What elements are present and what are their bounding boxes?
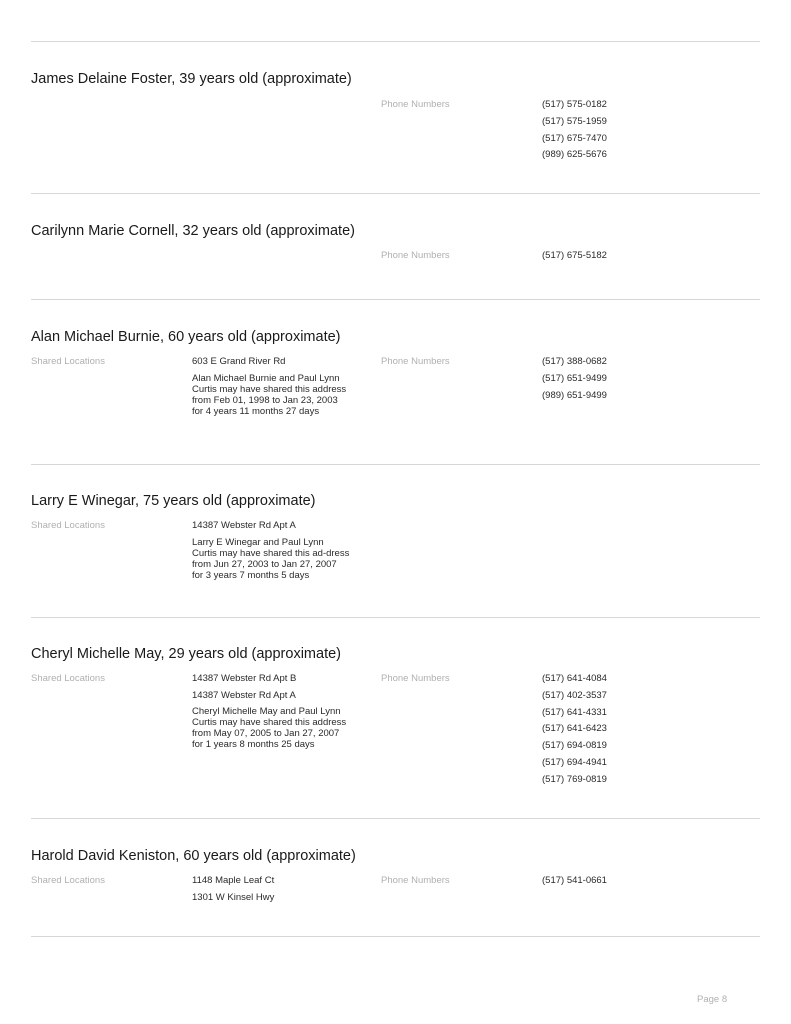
phone-number: (517) 651-9499 — [542, 372, 607, 384]
shared-address: 14387 Webster Rd Apt A — [192, 689, 296, 701]
phone-number: (989) 651-9499 — [542, 389, 607, 401]
phone-numbers-label: Phone Numbers — [381, 875, 450, 886]
phone-numbers-label: Phone Numbers — [381, 673, 450, 684]
divider — [31, 464, 760, 465]
location-list — [192, 875, 357, 908]
divider — [31, 299, 760, 300]
phone-list — [542, 875, 607, 892]
phone-number: (517) 402-3537 — [542, 689, 607, 701]
person-name: Cheryl Michelle May, 29 years old (approximate) — [31, 646, 341, 662]
phone-list — [542, 356, 607, 406]
divider — [31, 617, 760, 618]
location-list — [192, 673, 357, 750]
phone-number: (517) 575-1959 — [542, 115, 607, 127]
person-name: Carilynn Marie Cornell, 32 years old (approximate) — [31, 223, 355, 239]
divider — [31, 193, 760, 194]
person-name: Alan Michael Burnie, 60 years old (approximate) — [31, 329, 341, 345]
shared-address: 603 E Grand River Rd — [192, 356, 286, 367]
shared-locations-label: Shared Locations — [31, 520, 105, 531]
shared-address-note: Larry E Winegar and Paul Lynn Curtis may have shared this ad-dress from Jun 27, 2003 to Jan 27, 2007 for 3 years 7 months 5 days — [192, 536, 350, 581]
phone-number: (517) 575-0182 — [542, 99, 607, 110]
shared-address-note: Alan Michael Burnie and Paul Lynn Curtis may have shared this address from Feb 01, 1998 to Jan 23, 2003 for 4 years 11 months 27 days — [192, 372, 347, 417]
phone-list — [542, 250, 607, 267]
page-number: Page 8 — [697, 994, 728, 1005]
phone-number: (989) 625-5676 — [542, 149, 607, 161]
person-name: Larry E Winegar, 75 years old (approximate) — [31, 493, 316, 509]
shared-locations-label: Shared Locations — [31, 673, 105, 684]
phone-number: (517) 388-0682 — [542, 356, 607, 367]
shared-locations-label: Shared Locations — [31, 875, 105, 886]
shared-address: 1301 W Kinsel Hwy — [192, 891, 275, 903]
phone-number: (517) 675-7470 — [542, 132, 607, 144]
phone-list — [542, 673, 607, 791]
divider — [31, 818, 760, 819]
shared-locations-label: Shared Locations — [31, 356, 105, 367]
location-list — [192, 520, 357, 581]
shared-address: 14387 Webster Rd Apt A — [192, 520, 296, 531]
phone-number: (517) 641-4331 — [542, 706, 607, 718]
phone-number: (517) 694-0819 — [542, 740, 607, 752]
phone-list — [542, 99, 607, 166]
shared-address-note: Cheryl Michelle May and Paul Lynn Curtis may have shared this address from May 07, 2005 to Jan 27, 2007 for 1 years 8 months 25 days — [192, 706, 347, 750]
person-name: Harold David Keniston, 60 years old (approximate) — [31, 848, 356, 864]
divider — [31, 41, 760, 42]
shared-address: 1148 Maple Leaf Ct — [192, 875, 275, 886]
phone-number: (517) 541-0661 — [542, 875, 607, 886]
phone-numbers-label: Phone Numbers — [381, 99, 450, 110]
phone-numbers-label: Phone Numbers — [381, 356, 450, 367]
phone-number: (517) 675-5182 — [542, 250, 607, 261]
shared-address: 14387 Webster Rd Apt B — [192, 673, 297, 684]
phone-number: (517) 694-4941 — [542, 756, 607, 768]
phone-numbers-label: Phone Numbers — [381, 250, 450, 261]
phone-number: (517) 769-0819 — [542, 773, 607, 785]
person-name: James Delaine Foster, 39 years old (approximate) — [31, 71, 352, 87]
phone-number: (517) 641-6423 — [542, 723, 607, 735]
divider — [31, 936, 760, 937]
phone-number: (517) 641-4084 — [542, 673, 607, 684]
location-list — [192, 356, 357, 417]
